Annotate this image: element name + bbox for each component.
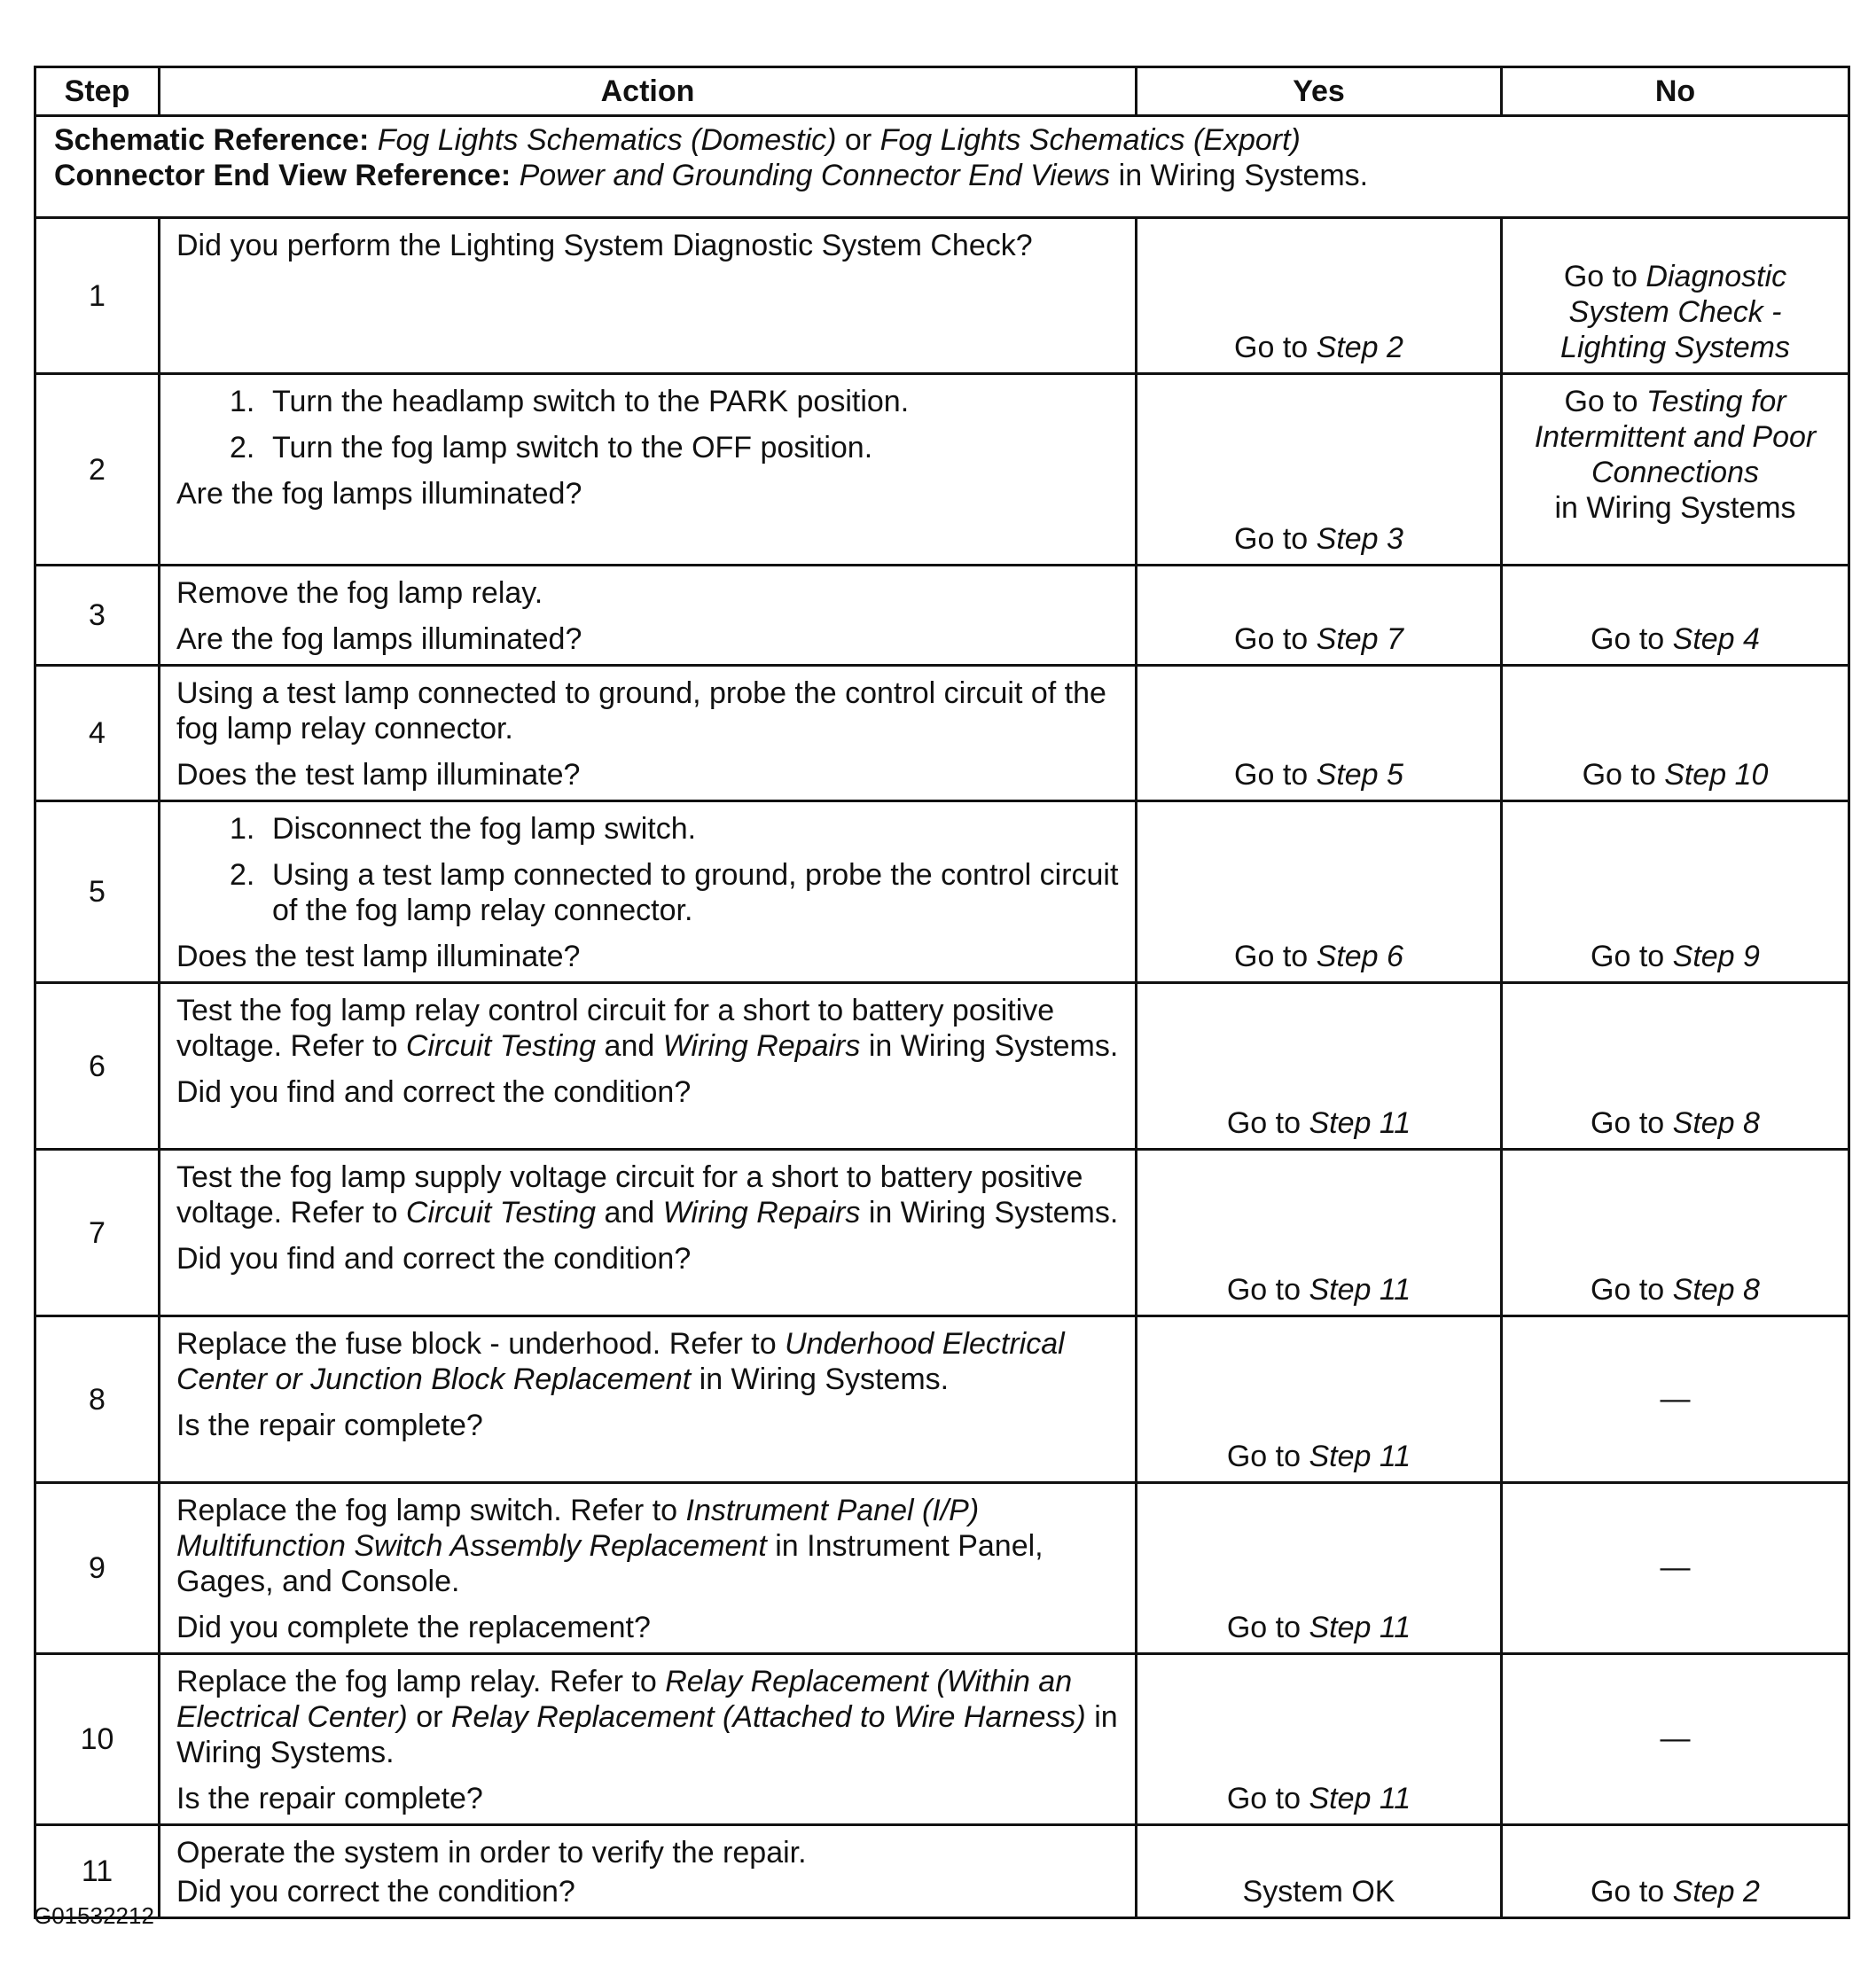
reference-link: Underhood Electrical Center or Junction Block Replacement [176, 1327, 1065, 1396]
action-text: Operate the system in order to verify the repair. [176, 1836, 807, 1870]
list-item: 1. Disconnect the fog lamp switch. [230, 812, 697, 846]
action-cell [160, 1654, 1137, 1825]
connector-link: Power and Grounding Connector End Views [519, 159, 1111, 192]
action-question: Is the repair complete? [176, 1409, 483, 1442]
yes-cell: Go to Step 7 [1137, 566, 1502, 666]
action-question: Are the fog lamps illuminated? [176, 477, 582, 511]
action-cell [160, 566, 1137, 666]
yes-cell: Go to Step 11 [1137, 1150, 1502, 1316]
no-cell: Go to Testing for Intermittent and Poor Connections in Wiring Systems [1502, 374, 1849, 566]
reference-link: Relay Replacement (Within an Electrical Center) [176, 1665, 1073, 1734]
list-item: 1. Turn the headlamp switch to the PARK position. [230, 385, 910, 418]
step-number: 8 [35, 1316, 160, 1483]
yes-cell: Go to Step 3 [1137, 374, 1502, 566]
step-number: 11 [35, 1825, 160, 1918]
action-question: Did you complete the replacement? [176, 1611, 651, 1644]
yes-cell: System OK [1137, 1825, 1502, 1918]
yes-link: Step 7 [1316, 622, 1403, 656]
header-no: No [1502, 67, 1849, 116]
reference-link: Wiring Repairs [662, 1196, 861, 1230]
step-number: 6 [35, 983, 160, 1150]
step-row-9 [35, 1483, 1849, 1654]
no-link: Step 4 [1672, 622, 1760, 656]
step-number: 1 [35, 218, 160, 374]
step-row-3 [35, 566, 1849, 666]
step-number: 5 [35, 801, 160, 983]
no-link: Step 2 [1672, 1875, 1760, 1909]
action-cell [160, 218, 1137, 374]
step-row-10 [35, 1654, 1849, 1825]
no-link: Step 10 [1664, 758, 1769, 792]
header-row [35, 67, 1849, 116]
step-row-8 [35, 1316, 1849, 1483]
no-cell: Go to Step 4 [1502, 566, 1849, 666]
action-text: Replace the fog lamp switch. Refer to Instrument Panel (I/P) Multifunction Switch Assembly Replacement in Instrument Panel, Gages, and Console. [176, 1494, 1044, 1598]
action-text: Test the fog lamp relay control circuit for a short to battery positive voltage. Refer to Circuit Testing and Wiring Repairs in Wiring Systems. [176, 994, 1119, 1063]
schematic-link-export: Fog Lights Schematics (Export) [879, 123, 1301, 157]
action-question: Did you correct the condition? [176, 1875, 575, 1909]
no-cell: Go to Step 8 [1502, 983, 1849, 1150]
action-text: Test the fog lamp supply voltage circuit for a short to battery positive voltage. Refer to Circuit Testing and Wiring Repairs in Wiring Systems. [176, 1160, 1119, 1230]
figure-id: G01532212 [34, 1902, 154, 1929]
action-question: Does the test lamp illuminate? [176, 940, 581, 973]
reference-link: Relay Replacement (Attached to Wire Harness) [450, 1700, 1086, 1734]
step-number: 10 [35, 1654, 160, 1825]
step-number: 4 [35, 666, 160, 801]
reference-cell [35, 116, 1849, 218]
header-step: Step [35, 67, 160, 116]
action-text: Using a test lamp connected to ground, probe the control circuit of the fog lamp relay connector. [176, 676, 1106, 746]
action-question: Did you find and correct the condition? [176, 1075, 692, 1109]
reference-row [35, 116, 1849, 218]
action-cell [160, 1825, 1137, 1918]
yes-link: Step 11 [1309, 1273, 1411, 1307]
header-yes: Yes [1137, 67, 1502, 116]
action-list [176, 811, 1119, 928]
action-text: Remove the fog lamp relay. [176, 576, 543, 610]
no-cell: — [1502, 1483, 1849, 1654]
yes-link: Step 11 [1309, 1106, 1411, 1140]
action-cell [160, 983, 1137, 1150]
action-cell [160, 374, 1137, 566]
action-cell [160, 1150, 1137, 1316]
no-link: Testing for Intermittent and Poor Connections [1534, 385, 1817, 489]
step-row-11 [35, 1825, 1849, 1918]
step-number: 9 [35, 1483, 160, 1654]
reference-link: Circuit Testing [405, 1196, 597, 1230]
action-cell [160, 1316, 1137, 1483]
yes-cell: Go to Step 11 [1137, 1654, 1502, 1825]
yes-cell: Go to Step 5 [1137, 666, 1502, 801]
action-text: Replace the fog lamp relay. Refer to Relay Replacement (Within an Electrical Center) or Relay Replacement (Attached to Wire Harness) in Wiring Systems. [176, 1665, 1118, 1769]
yes-link: Step 2 [1316, 331, 1403, 364]
step-row-1 [35, 218, 1849, 374]
schematic-reference: Schematic Reference: Fog Lights Schematics (Domestic) or Fog Lights Schematics (Export) [54, 123, 1301, 157]
no-link: Step 8 [1672, 1273, 1760, 1307]
step-row-6 [35, 983, 1849, 1150]
yes-link: Step 3 [1316, 522, 1403, 556]
no-link: Step 8 [1672, 1106, 1760, 1140]
reference-link: Circuit Testing [405, 1029, 597, 1063]
yes-link: Step 5 [1316, 758, 1403, 792]
step-row-5 [35, 801, 1849, 983]
action-text: Did you perform the Lighting System Diagnostic System Check? [176, 229, 1033, 262]
yes-link: Step 11 [1309, 1440, 1411, 1473]
yes-link: Step 11 [1309, 1782, 1411, 1815]
step-number: 7 [35, 1150, 160, 1316]
action-question: Did you find and correct the condition? [176, 1242, 692, 1276]
yes-cell: Go to Step 11 [1137, 1483, 1502, 1654]
list-item: 2. Using a test lamp connected to ground, probe the control circuit of the fog lamp relay connector. [230, 858, 1119, 927]
action-cell [160, 801, 1137, 983]
no-link: Diagnostic System Check - Lighting Systems [1560, 260, 1790, 364]
reference-link: Wiring Repairs [662, 1029, 861, 1063]
action-question: Does the test lamp illuminate? [176, 758, 581, 792]
action-question: Are the fog lamps illuminated? [176, 622, 582, 656]
action-cell [160, 1483, 1137, 1654]
header-action: Action [160, 67, 1137, 116]
yes-cell: Go to Step 6 [1137, 801, 1502, 983]
yes-link: Step 11 [1309, 1611, 1411, 1644]
step-row-4 [35, 666, 1849, 801]
no-cell: Go to Diagnostic System Check - Lighting Systems [1502, 218, 1849, 374]
step-row-7 [35, 1150, 1849, 1316]
action-list [176, 384, 1119, 465]
action-question: Is the repair complete? [176, 1782, 483, 1815]
step-number: 2 [35, 374, 160, 566]
schematic-link-domestic: Fog Lights Schematics (Domestic) [377, 123, 837, 157]
no-cell: Go to Step 9 [1502, 801, 1849, 983]
action-text: Replace the fuse block - underhood. Refer to Underhood Electrical Center or Junction Block Replacement in Wiring Systems. [176, 1327, 1065, 1396]
no-cell: — [1502, 1654, 1849, 1825]
step-number: 3 [35, 566, 160, 666]
no-link: Step 9 [1672, 940, 1760, 973]
no-cell: Go to Step 2 [1502, 1825, 1849, 1918]
list-item: 2. Turn the fog lamp switch to the OFF position. [230, 431, 873, 465]
no-cell: — [1502, 1316, 1849, 1483]
reference-link: Instrument Panel (I/P) Multifunction Switch Assembly Replacement [176, 1494, 980, 1563]
no-cell: Go to Step 10 [1502, 666, 1849, 801]
yes-link: Step 6 [1316, 940, 1403, 973]
yes-cell: Go to Step 11 [1137, 1316, 1502, 1483]
step-row-2 [35, 374, 1849, 566]
yes-cell: Go to Step 11 [1137, 983, 1502, 1150]
diagnostic-table [34, 66, 1850, 1919]
no-cell: Go to Step 8 [1502, 1150, 1849, 1316]
yes-cell: Go to Step 2 [1137, 218, 1502, 374]
action-cell [160, 666, 1137, 801]
connector-reference: Connector End View Reference: Power and Grounding Connector End Views in Wiring Systems. [54, 159, 1369, 192]
